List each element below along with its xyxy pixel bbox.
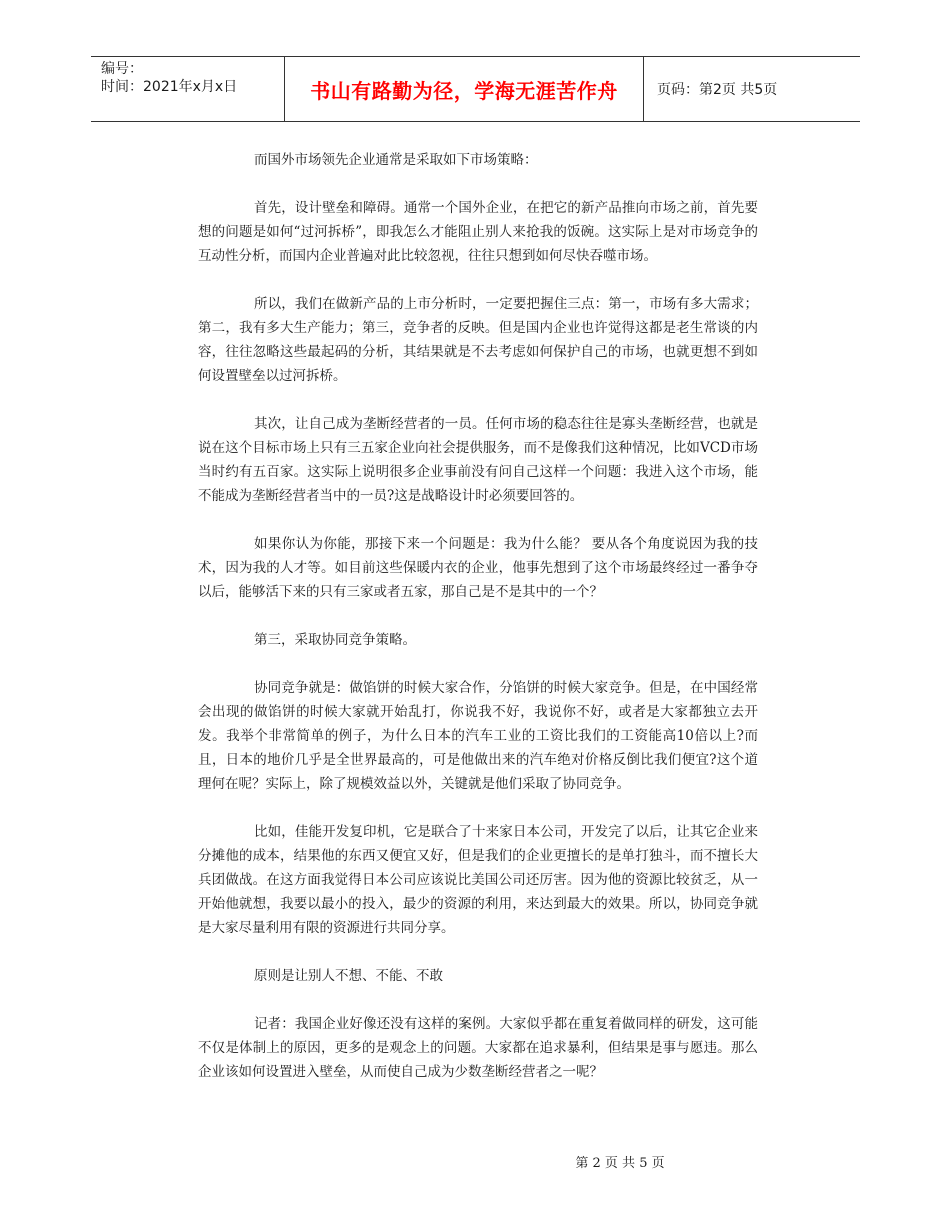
paragraph: 第三，采取协同竞争策略。 [254,632,416,648]
document-body [198,148,758,1108]
paragraph: 记者：我国企业好像还没有这样的案例。大家似乎都在重复着做同样的研发，这可能不仅是体制上的原因，更多的是观念上的问题。大家都在追求暴利，但结果是事与愿违。那么企业该如何设置进入壁垒，从而使自己成为少数垄断经营者之一呢？ [198,1016,758,1080]
number-label: 编号： [101,61,143,77]
paragraph: 其次，让自己成为垄断经营者的一员。任何市场的稳态往往是寡头垄断经营，也就是说在这个目标市场上只有三五家企业向社会提供服务，而不是像我们这种情况，比如VCD市场当时约有五百家。这实际上说明很多企业事前没有问自己这样一个问题：我进入这个市场，能不能成为垄断经营者当中的一员?这是战略设计时必须要回答的。 [198,416,758,504]
page-footer: 第 2 页 共 5 页 [575,1156,665,1171]
paragraph: 首先，设计壁垒和障碍。通常一个国外企业，在把它的新产品推向市场之前，首先要想的问题是如何“过河拆桥”，即我怎么才能阻止别人来抢我的饭碗。这实际上是对市场竞争的互动性分析，而国内企业普遍对此比较忽视，往往只想到如何尽快吞噬市场。 [198,200,758,264]
header-meta [91,57,285,121]
paragraph: 如果你认为你能，那接下来一个问题是：我为什么能？ 要从各个角度说因为我的技术，因为我的人才等。如目前这些保暖内衣的企业，他事先想到了这个市场最终经过一番争夺以后，能够活下来的只有三家或者五家，那自己是不是其中的一个？ [198,536,758,600]
paragraph: 而国外市场领先企业通常是采取如下市场策略： [254,152,538,168]
paragraph: 所以，我们在做新产品的上市分析时，一定要把握住三点：第一，市场有多大需求；第二，我有多大生产能力；第三，竞争者的反映。但是国内企业也许觉得这都是老生常谈的内容，往往忽略这些最起码的分析，其结果就是不去考虑如何保护自己的市场，也就更想不到如何设置壁垒以过河拆桥。 [198,296,758,384]
header-page-info: 页码：第2页 共5页 [657,82,778,98]
time-label: 时间：2021年x月x日 [101,79,238,95]
paragraph: 协同竞争就是：做馅饼的时候大家合作，分馅饼的时候大家竞争。但是，在中国经常会出现的做馅饼的时候大家就开始乱打，你说我不好，我说你不好，或者是大家都独立去开发。我举个非常简单的例子，为什么日本的汽车工业的工资比我们的工资能高10倍以上?而且，日本的地价几乎是全世界最高的，可是他做出来的汽车绝对价格反倒比我们便宜?这个道理何在呢？实际上，除了规模效益以外，关键就是他们采取了协同竞争。 [198,680,758,792]
paragraph: 原则是让别人不想、不能、不敢 [254,968,443,984]
header-motto: 书山有路勤为径，学海无涯苦作舟 [285,57,644,121]
document-header [91,56,860,122]
paragraph: 比如，佳能开发复印机，它是联合了十来家日本公司，开发完了以后，让其它企业来分摊他的成本，结果他的东西又便宜又好，但是我们的企业更擅长的是单打独斗，而不擅长大兵团做战。在这方面我觉得日本公司应该说比美国公司还厉害。因为他的资源比较贫乏，从一开始他就想，我要以最小的投入，最少的资源的利用，来达到最大的效果。所以，协同竞争就是大家尽量利用有限的资源进行共同分享。 [198,824,758,936]
